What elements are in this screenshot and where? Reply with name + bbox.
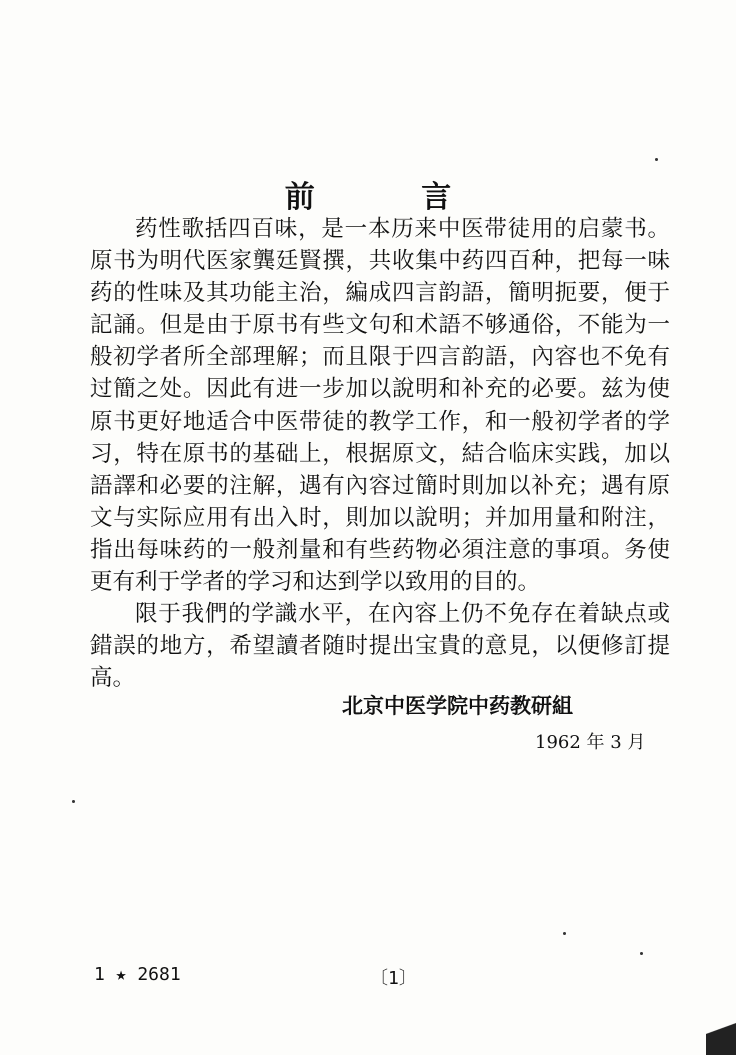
footer-catalog-code: 1 ★ 2681 (94, 964, 181, 985)
scan-speck (655, 158, 658, 161)
footer-page-number: 〔1〕 (370, 968, 417, 989)
scan-speck (563, 932, 566, 935)
scan-edge-shadow (706, 985, 736, 1055)
signature-organization: 北京中医学院中药教研組 (342, 694, 573, 718)
preface-body (90, 213, 670, 694)
preface-paragraph-1: 药性歌括四百味，是一本历来中医带徒用的启蒙书。原书为明代医家龔廷賢撰，共收集中药四百种，把每一味药的性味及其功能主治，編成四言韵語，簡明扼要，便于記誦。但是由于原书有些文句和术語不够通俗，不能为一般初学者所全部理解；而且限于四言韵語，內容也不免有过簡之处。因此有进一步加以說明和补充的必要。兹为使原书更好地适合中医带徒的教学工作，和一般初学者的学习，特在原书的基础上，根据原文，結合临床实践，加以語譯和必要的注解，遇有內容过簡时則加以补充；遇有原文与实际应用有出入时，則加以說明；并加用量和附注，指出每味药的一般剂量和有些药物必須注意的事項。务使更有利于学者的学习和达到学以致用的目的。 (90, 216, 670, 596)
signature-date: 1962 年 3 月 (535, 732, 646, 753)
scan-speck (640, 952, 643, 955)
scan-speck (72, 800, 75, 803)
page-title: 前 言 (284, 180, 500, 216)
preface-paragraph-2: 限于我們的学識水平，在內容上仍不免存在着缺点或錯誤的地方，希望讀者随时提出宝貴的意見，以便修訂提高。 (90, 601, 670, 692)
